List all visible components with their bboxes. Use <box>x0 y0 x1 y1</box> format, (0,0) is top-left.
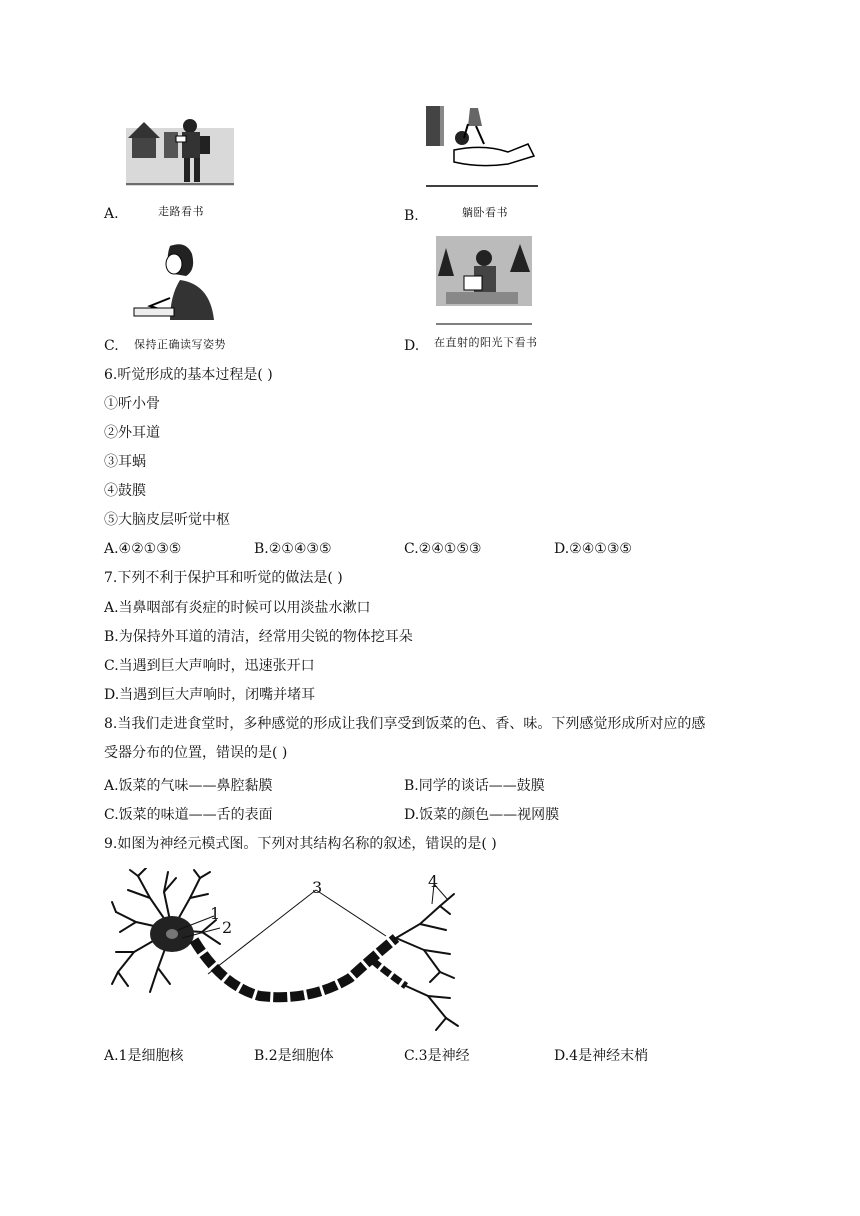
q9-choice-c[interactable]: C.3是神经 <box>404 1048 470 1064</box>
q5-option-c-letter[interactable]: C. <box>104 338 119 354</box>
q6-choice-b[interactable]: B.②①④③⑤ <box>254 541 332 557</box>
q5-option-a-letter[interactable]: A. <box>104 206 119 222</box>
q8-choice-a[interactable]: A.饭菜的气味——鼻腔黏膜 <box>104 778 273 794</box>
q9-choice-d[interactable]: D.4是神经末梢 <box>554 1048 649 1064</box>
q7-choice-d[interactable]: D.当遇到巨大声响时，闭嘴并堵耳 <box>104 687 316 703</box>
q7-choice-b[interactable]: B.为保持外耳道的清洁，经常用尖锐的物体挖耳朵 <box>104 629 413 645</box>
q5-option-a-caption: 走路看书 <box>158 205 204 218</box>
q6-choice-a[interactable]: A.④②①③⑤ <box>104 541 182 557</box>
q6-choice-c[interactable]: C.②④①⑤③ <box>404 541 482 557</box>
q9-stem: 9.如图为神经元模式图。下列对其结构名称的叙述，错误的是( ) <box>104 836 497 852</box>
q8-stem-line1: 8.当我们走进食堂时，多种感觉的形成让我们享受到饭菜的色、香、味。下列感觉形成所对应的感 <box>104 716 706 732</box>
q6-stem: 6.听觉形成的基本过程是( ) <box>104 367 273 383</box>
q8-stem-line2: 受器分布的位置，错误的是( ) <box>104 745 288 761</box>
q8-choice-b[interactable]: B.同学的谈话——鼓膜 <box>404 778 545 794</box>
q6-choice-d[interactable]: D.②④①③⑤ <box>554 541 632 557</box>
q5-option-c-caption: 保持正确读写姿势 <box>134 338 226 351</box>
neuron-label-1: 1 <box>210 904 221 923</box>
q9-choice-b[interactable]: B.2是细胞体 <box>254 1048 334 1064</box>
q5-option-b-letter[interactable]: B. <box>404 208 419 224</box>
q6-item: ②外耳道 <box>104 425 160 441</box>
picture-walking-reading <box>124 110 236 190</box>
q8-choice-d[interactable]: D.饭菜的颜色——视网膜 <box>404 807 560 823</box>
q7-choice-c[interactable]: C.当遇到巨大声响时，迅速张开口 <box>104 658 315 674</box>
q9-choice-a[interactable]: A.1是细胞核 <box>104 1048 184 1064</box>
neuron-diagram <box>110 868 470 1040</box>
picture-reading-in-sunlight <box>436 236 532 328</box>
q6-item: ③耳蜗 <box>104 454 146 470</box>
q7-stem: 7.下列不利于保护耳和听觉的做法是( ) <box>104 570 343 586</box>
q5-option-d-letter[interactable]: D. <box>404 338 420 354</box>
q5-option-d-caption: 在直射的阳光下看书 <box>434 336 538 349</box>
neuron-label-2: 2 <box>222 918 233 937</box>
q6-item: ①听小骨 <box>104 396 160 412</box>
picture-lying-reading <box>424 104 540 192</box>
q7-choice-a[interactable]: A.当鼻咽部有炎症的时候可以用淡盐水漱口 <box>104 600 371 616</box>
neuron-label-3: 3 <box>312 878 323 897</box>
neuron-label-4: 4 <box>428 872 439 891</box>
picture-correct-posture <box>130 240 220 326</box>
q8-choice-c[interactable]: C.饭菜的味道——舌的表面 <box>104 807 273 823</box>
q6-item: ⑤大脑皮层听觉中枢 <box>104 512 230 528</box>
q6-item: ④鼓膜 <box>104 483 146 499</box>
q5-option-b-caption: 躺卧看书 <box>462 206 508 219</box>
